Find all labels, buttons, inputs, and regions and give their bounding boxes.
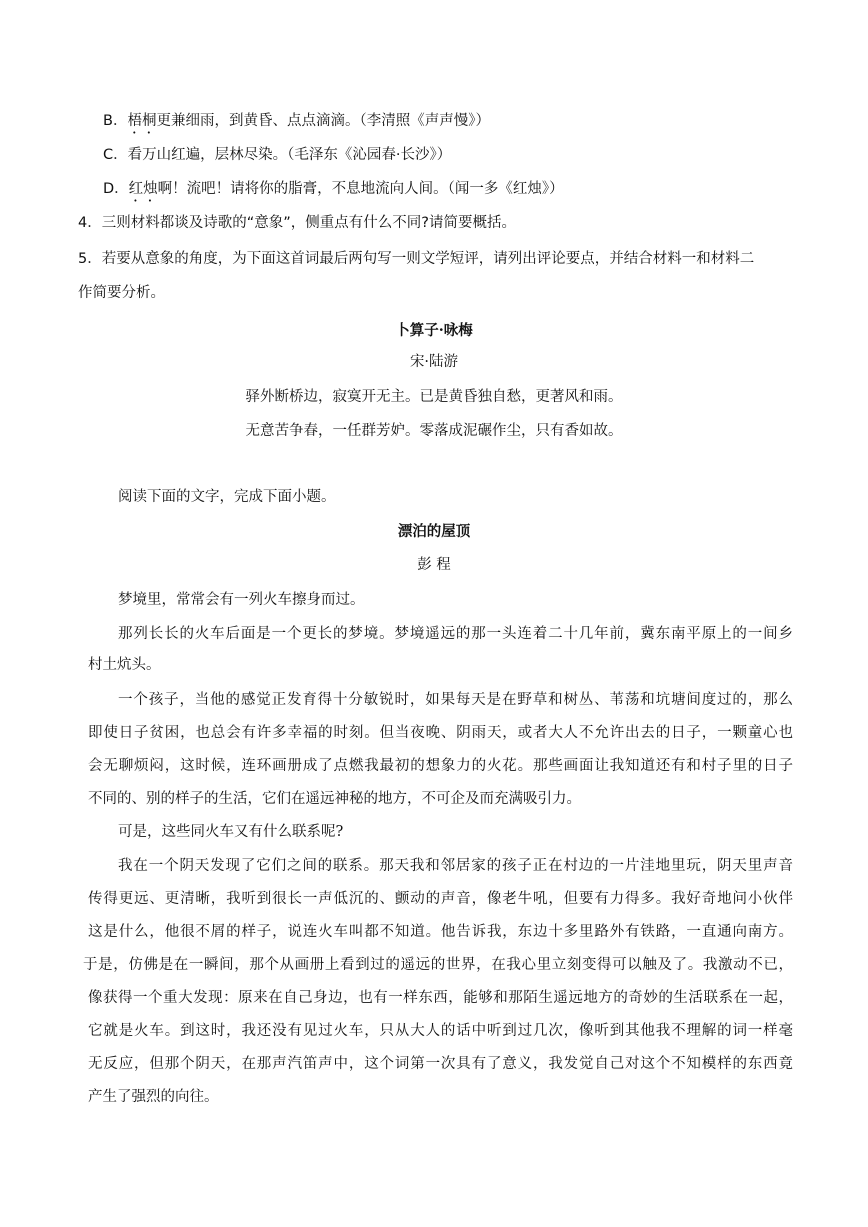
article-line: 于是，仿佛是在一瞬间，那个从画册上看到过的遥远的世界，在我心里立刻变得可以触及了。我激动不已， <box>83 957 793 973</box>
article-line: 它就是火车。到这时，我还没有见过火车，只从大人的话中听到过几次，像听到其他我不理解的词一样毫 <box>88 1023 793 1039</box>
option-d-emphasis: 红烛 <box>128 181 158 197</box>
article-line: 会无聊烦闷，这时候，连环画册成了点燃我最初的想象力的火花。那些画面让我知道还有和村子里的日子 <box>88 758 793 774</box>
article-line: 这是什么，他很不屑的样子，说连火车叫都不知道。他告诉我，东边十多里路外有铁路，一直通向南方。 <box>88 924 793 940</box>
article-line: 产生了强烈的向往。 <box>88 1089 219 1105</box>
question-5-line2: 作简要分析。 <box>78 285 165 301</box>
option-c: C．看万山红遍，层林尽染。（毛泽东《沁园春·长沙》） <box>103 147 452 163</box>
article-title: 漂泊的屋顶 <box>397 523 471 540</box>
article-line: 像获得一个重大发现：原来在自己身边，也有一样东西，能够和那陌生遥远地方的奇妙的生活联系在一起， <box>88 990 793 1006</box>
poem-author: 宋·陆游 <box>409 354 459 370</box>
article-line: 我在一个阴天发现了它们之间的联系。那天我和邻居家的孩子正在村边的一片洼地里玩，阴天里声音 <box>118 858 793 874</box>
question-4: 4．三则材料都谈及诗歌的“意象”，侧重点有什么不同?请简要概括。 <box>78 215 516 231</box>
option-d-text: 啊！流吧！请将你的脂膏，不息地流向人间。（闻一多《红烛》） <box>157 181 564 197</box>
poem-line-2: 无意苦争春，一任群芳妒。零落成泥碾作尘，只有香如故。 <box>245 423 623 439</box>
option-d: D．红烛啊！流吧！请将你的脂膏，不息地流向人间。（闻一多《红烛》） <box>103 181 564 197</box>
question-5-line1: 5．若要从意象的角度，为下面这首词最后两句写一则文学短评，请列出评论要点，并结合材料一和材料二 <box>78 251 755 267</box>
option-b-emphasis: 梧桐 <box>127 113 157 129</box>
article-line: 传得更远、更清晰，我听到很长一声低沉的、颤动的声音，像老牛吼，但要有力得多。我好奇地问小伙伴 <box>88 891 793 907</box>
poem-line-1: 驿外断桥边，寂寞开无主。已是黄昏独自愁，更著风和雨。 <box>245 389 623 405</box>
reading-instruction: 阅读下面的文字，完成下面小题。 <box>118 489 336 505</box>
article-line: 那列长长的火车后面是一个更长的梦境。梦境遥远的那一头连着二十几年前，冀东南平原上的一间乡 <box>118 626 793 642</box>
article-line: 不同的、别的样子的生活，它们在遥远神秘的地方，不可企及而充满吸引力。 <box>88 791 581 807</box>
poem-title: 卜算子·咏梅 <box>395 322 473 339</box>
article-line: 梦境里，常常会有一列火车擦身而过。 <box>118 592 365 608</box>
article-line: 可是，这些同火车又有什么联系呢? <box>118 824 344 840</box>
article-line: 即使日子贫困，也总会有许多幸福的时刻。但当夜晚、阴雨天，或者大人不允许出去的日子，一颗童心也 <box>88 725 793 741</box>
option-b: B．梧桐更兼细雨，到黄昏、点点滴滴。（李清照《声声慢》） <box>103 113 490 129</box>
article-line: 村土炕头。 <box>88 657 161 673</box>
option-b-text: 更兼细雨，到黄昏、点点滴滴。（李清照《声声慢》） <box>156 113 490 129</box>
article-author: 彭 程 <box>417 557 451 573</box>
article-line: 无反应，但那个阴天，在那声汽笛声中，这个词第一次具有了意义，我发觉自己对这个不知模样的东西竟 <box>88 1056 793 1072</box>
article-line: 一个孩子，当他的感觉正发育得十分敏锐时，如果每天是在野草和树丛、苇荡和坑塘间度过的，那么 <box>118 692 793 708</box>
